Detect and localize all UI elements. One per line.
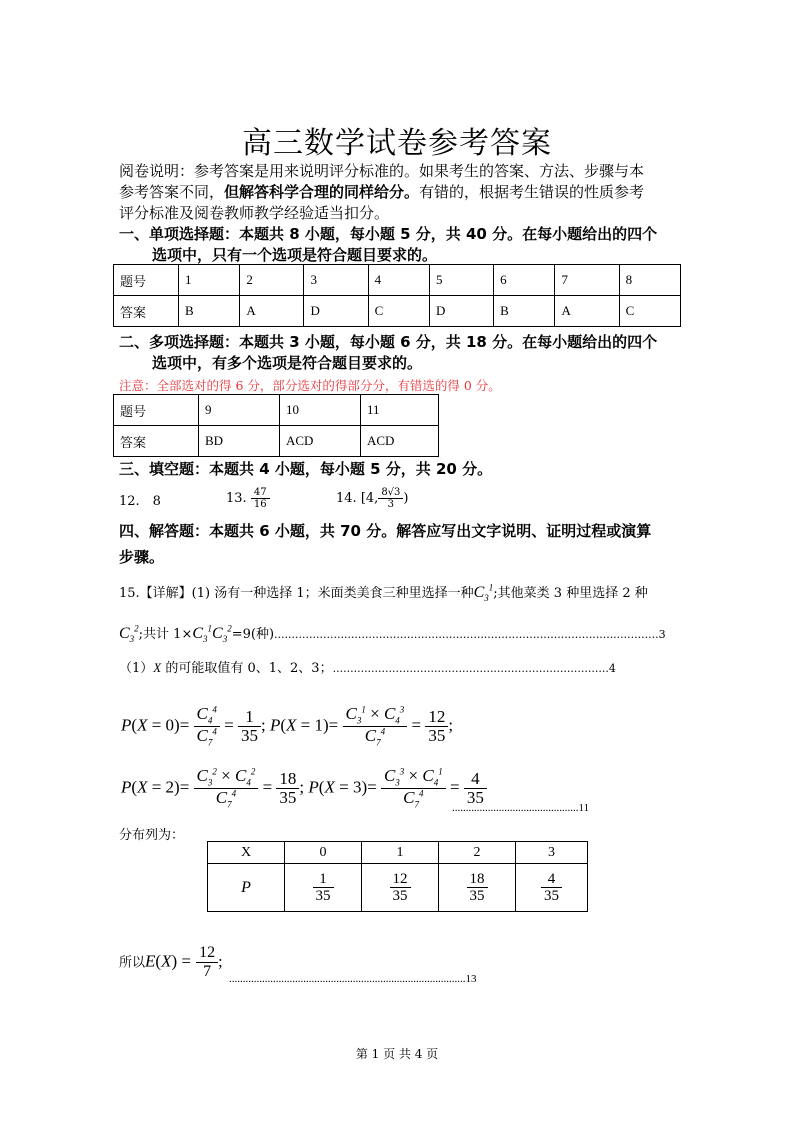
fraction: $\frac{C_3^2 \times C_4^2}{C_7^4}$: [194, 767, 259, 811]
table-cell: X: [208, 842, 285, 864]
numerator: 12: [196, 944, 218, 963]
fraction: [541, 871, 562, 905]
table-cell: 3: [304, 265, 368, 296]
table-cell: [285, 864, 362, 912]
fraction: [313, 871, 334, 905]
distribution-table: [207, 841, 588, 912]
score-leader: ..............................................................................................................3: [274, 628, 666, 641]
q15-text: 的可能取值有 0、1、2、3；: [161, 661, 333, 676]
interval-start: [4,: [360, 491, 379, 506]
denominator: 7: [203, 962, 212, 980]
table-cell: 1: [362, 842, 439, 864]
q15-text: ;共计 1×: [138, 627, 193, 642]
section1-heading-cont: 选项中，只有一个选项是符合题目要求的。: [152, 246, 438, 264]
table-cell: A: [240, 296, 304, 327]
section4-heading-cont: 步骤。: [119, 548, 165, 566]
q15-text: 所以: [119, 955, 146, 971]
numerator: 47: [251, 487, 270, 499]
section2-note: 注意：全部选对的得 6 分，部分选对的得部分分，有错选的得 0 分。: [119, 378, 501, 393]
distribution-label: 分布列为：: [119, 828, 185, 843]
table-row: [114, 296, 681, 327]
table-cell: [439, 864, 516, 912]
table-cell: 7: [555, 265, 619, 296]
answer-q12: 12. 8: [119, 494, 161, 509]
table-cell: 8: [619, 265, 680, 296]
denominator: 3: [387, 499, 395, 510]
table-cell: 6: [494, 265, 555, 296]
section3-heading: 三、填空题：本题共 4 小题，每小题 5 分，共 20 分。: [119, 460, 493, 478]
q15-text: ;其他菜类 3 种里选择 2 种: [493, 586, 648, 601]
table-cell: [362, 864, 439, 912]
combination: $C_3^2$: [119, 623, 139, 645]
table-row: [114, 265, 681, 296]
table-cell: C: [619, 296, 680, 327]
score-leader: ......................................................................................13: [229, 973, 477, 985]
table-cell: C: [368, 296, 429, 327]
table-cell: BD: [199, 426, 280, 457]
intro-text: 有错的，根据考生错误的性质参考: [419, 183, 645, 201]
table-cell: 3: [516, 842, 588, 864]
q15-line-1: [119, 582, 648, 603]
table-cell: B: [179, 296, 240, 327]
table-cell: 答案: [114, 426, 199, 457]
fraction: [378, 487, 403, 510]
table-cell: ACD: [361, 426, 439, 457]
table-cell: D: [304, 296, 368, 327]
fraction: $\frac{C_3^3 \times C_4^1}{C_7^4}$: [381, 767, 446, 811]
table-cell: ACD: [280, 426, 361, 457]
table-row: [114, 395, 439, 426]
q15-line-2: [119, 623, 666, 644]
page-footer: 第 1 页 共 4 页: [355, 1047, 439, 1061]
numerator: 4: [541, 871, 562, 889]
numerator: 18: [467, 871, 488, 889]
fraction: $\frac{1}{35}$: [238, 708, 261, 746]
intro-line-2: [119, 182, 679, 203]
table-row: [208, 842, 588, 864]
question-number: 14.: [336, 491, 357, 506]
fraction: $\frac{C_3^1 \times C_4^3}{C_7^4}$: [343, 705, 408, 749]
answer-q13: [226, 487, 270, 510]
fraction: $\frac{C_4^4}{C_7^4}$: [194, 705, 220, 749]
denominator: 35: [469, 888, 485, 904]
denominator: 35: [315, 888, 331, 904]
table-cell: 9: [199, 395, 280, 426]
section2-answer-table: [113, 394, 439, 457]
fraction: [467, 871, 488, 905]
table-cell: [516, 864, 588, 912]
question-number: 13.: [226, 491, 247, 506]
expectation-formula: 所以E(X) = $\frac{12}{7}$ ;: [119, 944, 223, 980]
table-cell: P: [208, 864, 285, 912]
section4-heading: 四、解答题：本题共 6 小题，共 70 分。解答应写出文字说明、证明过程或演算: [119, 522, 652, 540]
table-row: [114, 426, 439, 457]
numerator: 12: [390, 871, 411, 889]
fraction: [390, 871, 411, 905]
table-cell: 4: [368, 265, 429, 296]
table-cell: 5: [429, 265, 493, 296]
table-row: [208, 864, 588, 912]
table-cell: 1: [179, 265, 240, 296]
table-cell: 2: [439, 842, 516, 864]
q15-text: 15.【详解】(1) 汤有一种选择 1；米面类美食三种里选择一种: [119, 586, 474, 601]
section1-heading: 一、单项选择题：本题共 8 小题，每小题 5 分，共 40 分。在每小题给出的四个: [119, 225, 658, 243]
table-cell: B: [494, 296, 555, 327]
probability-formula-2: P(X = 2)= $\frac{C_3^2 \times C_4^2}{C_7^4}$ = $\frac{18}{35}$ ; P(X = 3)= $\frac{C_3^3 \times C_4^1}{C_7^4}$ = $\frac{4}{35}$: [121, 767, 487, 811]
fraction: [251, 487, 270, 510]
section1-answer-table: [113, 264, 681, 327]
fraction: $\frac{18}{35}$: [276, 770, 299, 808]
combination: $C_3^1C_3^2$: [192, 623, 232, 645]
variable: X: [153, 660, 162, 675]
fraction: $\frac{4}{35}$: [464, 770, 487, 808]
section2-heading-cont: 选项中，有多个选项是符合题目要求的。: [152, 354, 423, 372]
interval-end: ): [403, 491, 409, 506]
table-cell: 11: [361, 395, 439, 426]
probability-formula-1: P(X = 0)= $\frac{C_4^4}{C_7^4}$ = $\frac{1}{35}$ ; P(X = 1)= $\frac{C_3^1 \times C_4^3}{C_7^4}$ = $\frac{12}{35}$ ;: [121, 704, 454, 748]
combination: $C_3^1$: [473, 582, 494, 604]
q15-text: （1）: [119, 661, 154, 676]
table-cell: D: [429, 296, 493, 327]
score-leader: ...............................................................................4: [332, 662, 616, 675]
table-cell: 0: [285, 842, 362, 864]
denominator: 35: [392, 888, 408, 904]
table-cell: 2: [240, 265, 304, 296]
numerator: 1: [313, 871, 334, 889]
table-cell: 答案: [114, 296, 179, 327]
q15-line-3: [119, 657, 616, 676]
fraction: [196, 944, 218, 980]
intro-text: 参考答案不同，: [119, 183, 225, 201]
denominator: 16: [253, 499, 267, 510]
q15-text: =9(种): [231, 627, 275, 642]
intro-line-3: 评分标准及阅卷教师教学经验适当扣分。: [119, 204, 390, 222]
table-cell: 题号: [114, 265, 179, 296]
page-title: 高三数学试卷参考答案: [242, 126, 552, 161]
intro-emphasis: 但解答科学合理的同样给分。: [224, 183, 420, 201]
table-cell: A: [555, 296, 619, 327]
answer-q14: [336, 487, 409, 510]
table-cell: 题号: [114, 395, 199, 426]
fraction: $\frac{12}{35}$: [425, 708, 448, 746]
denominator: 35: [544, 888, 559, 904]
numerator: 8√3: [378, 487, 403, 499]
table-cell: 10: [280, 395, 361, 426]
score-leader: ..............................................11: [452, 802, 590, 814]
section2-heading: 二、多项选择题：本题共 3 小题，每小题 6 分，共 18 分。在每小题给出的四个: [119, 333, 658, 351]
intro-line-1: 阅卷说明：参考答案是用来说明评分标准的。如果考生的答案、方法、步骤与本: [119, 162, 645, 180]
